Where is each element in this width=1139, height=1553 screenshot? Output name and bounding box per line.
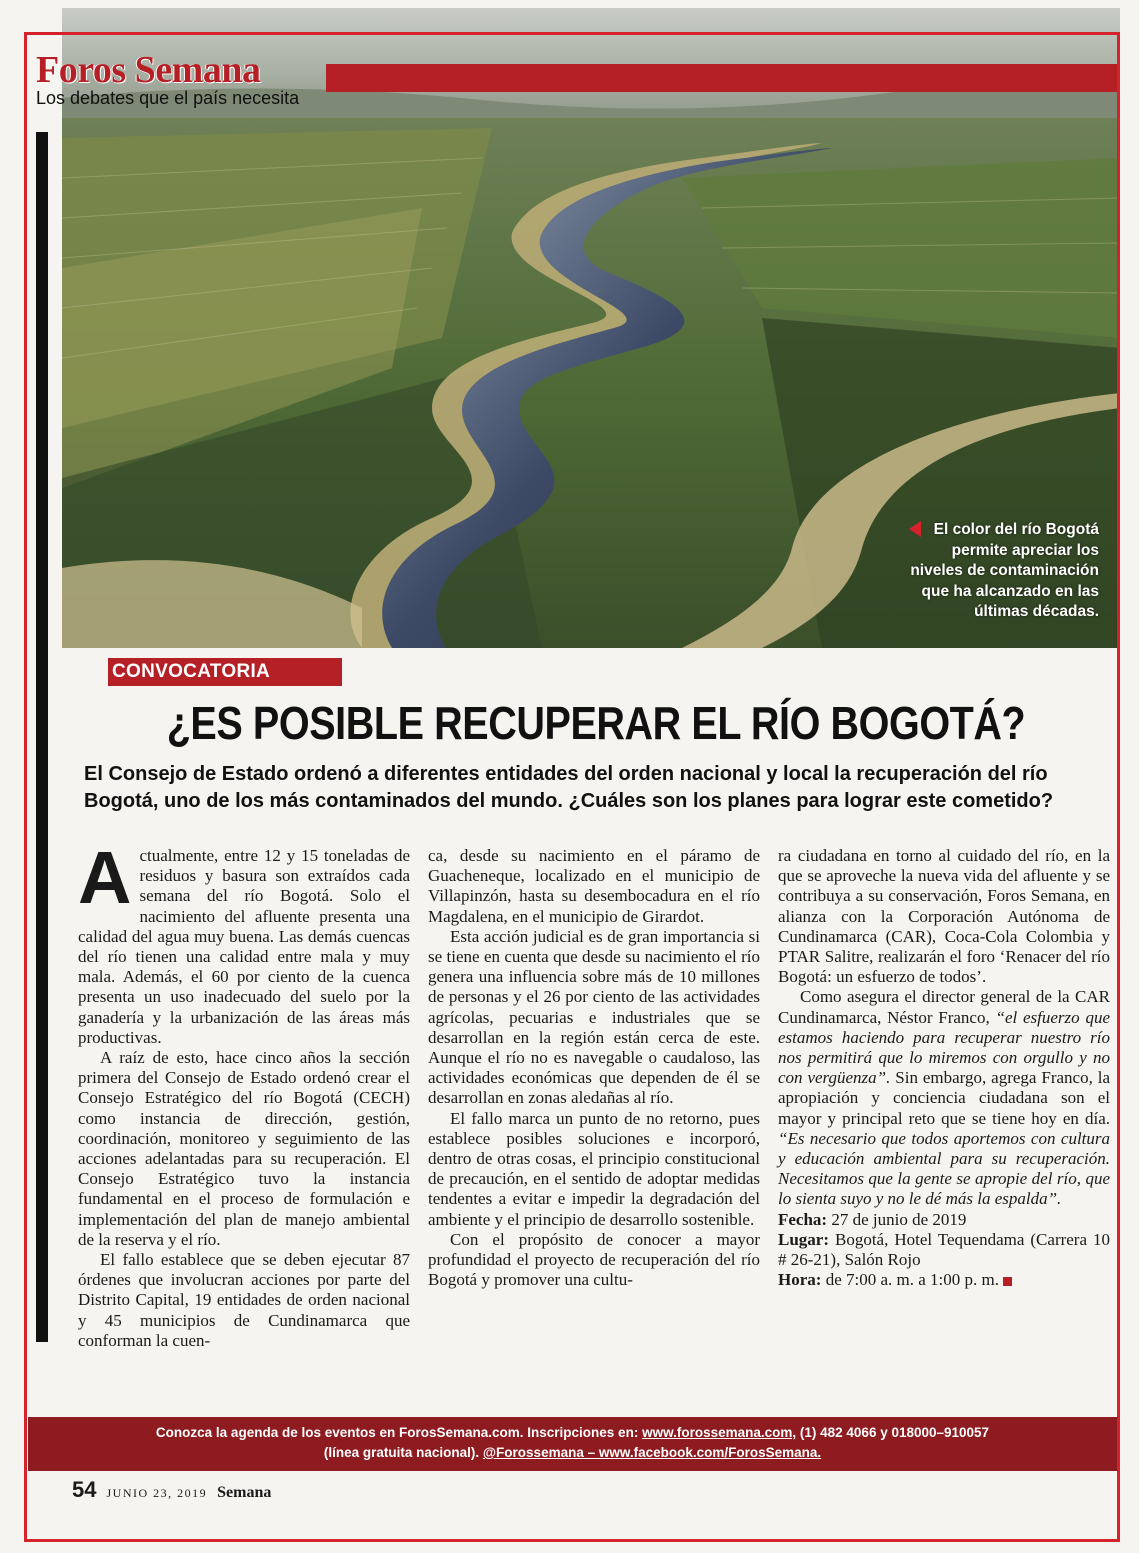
brand-logo: Foros Semana: [36, 49, 261, 91]
event-place-value: Bogotá, Hotel Tequendama (Carrera 10 # 26-21), Salón Rojo: [778, 1229, 1111, 1270]
paragraph: Esta acción judicial es de gran importancia si se tiene en cuenta que desde su nacimiento el río genera una influencia sobre más de 10 millones de personas y el 26 por ciento de las actividades agrícolas, pecuarias e industriales que se desarrollan en la región están cerca de este. Aunque el río no es navegable o caudaloso, las actividades económicas que dependen de él se desarrollan en zonas aledañas al río.: [428, 926, 760, 1108]
paragraph: A raíz de esto, hace cinco años la sección primera del Consejo de Estado ordenó crear el Consejo Estratégico del río Bogotá (CECH) como instancia de dirección, gestión, coordinación, monitoreo y seguimiento de las acciones adelantadas para su recuperación. El Consejo Estratégico tuvo la instancia fundamental en el proceso de formulación e implementación del plan de manejo ambiental de la reserva y el río.: [78, 1048, 410, 1249]
event-date-label: Fecha:: [778, 1209, 828, 1229]
paragraph-text: Como asegura el director general de la CAR Cundinamarca, Néstor Franco,: [778, 987, 1110, 1027]
event-place-label: Lugar:: [778, 1229, 829, 1249]
article-deck: El Consejo de Estado ordenó a diferentes entidades del orden nacional y local la recuperación del río Bogotá, uno de los más contaminados del mundo. ¿Cuáles son los planes para lograr este cometido?: [84, 763, 1054, 812]
website-link[interactable]: www.forossemana.com,: [642, 1425, 797, 1440]
column-2: [428, 846, 760, 1351]
event-date-value: 27 de junio de 2019: [831, 1209, 967, 1229]
dropcap: A: [78, 836, 132, 919]
paragraph: Con el propósito de conocer a mayor profundidad el proyecto de recuperación del río Bogotá y promover una cultu-: [428, 1229, 760, 1290]
footer-phone: (1) 482 4066 y 018000–910057: [799, 1425, 990, 1440]
end-mark-icon: [1003, 1277, 1012, 1286]
magazine-name: Semana: [217, 1484, 272, 1501]
issue-date: JUNIO 23, 2019: [106, 1486, 208, 1500]
photo-caption: El color del río Bogotá permite apreciar los niveles de contaminación que ha alcanzado en las últimas décadas.: [910, 521, 1099, 620]
paragraph-text: Sin embargo, agrega Franco, la apropiación y conciencia ciudadana son el mayor y principal reto que se tiene hoy en día.: [778, 1068, 1110, 1128]
paragraph: [78, 836, 410, 1048]
paragraph: El fallo establece que se deben ejecutar 87 órdenes que involucran acciones por parte del Distrito Capital, 19 entidades de orden nacional y 45 municipios de Cundinamarca que conforman la cuen-: [78, 1250, 410, 1350]
footer-text: (línea gratuita nacional).: [323, 1445, 480, 1460]
paragraph-text: ctualmente, entre 12 y 15 toneladas de residuos y basura son extraídos cada semana del río Bogotá. Solo el nacimiento del afluente presenta una calidad del agua muy buena. Las demás cuencas del río tienen una calidad entre mala y muy mala. Además, el 60 por ciento de la cuenca presenta un uso inadecuado del suelo por la ganadería y la urbanización de las áreas más productivas.: [78, 846, 410, 1047]
event-time: [778, 1270, 1110, 1290]
page-folio: [72, 1477, 271, 1503]
paragraph: [778, 987, 1110, 1209]
article-body: [78, 836, 1114, 1351]
headline: ¿ES POSIBLE RECUPERAR EL RÍO BOGOTÁ?: [166, 697, 1026, 749]
footer-line-2: [28, 1443, 1117, 1463]
brand-tagline: Los debates que el país necesita: [36, 88, 300, 108]
event-time-label: Hora:: [778, 1270, 822, 1290]
left-black-strip: [36, 132, 48, 1342]
paragraph: ca, desde su nacimiento en el páramo de Guacheneque, localizado en el municipio de Villapinzón, hasta su desembocadura en el río Magdalena, en el municipio de Girardot.: [428, 846, 760, 926]
brand-header: [36, 50, 299, 108]
section-kicker: CONVOCATORIA: [108, 658, 342, 686]
page-number: 54: [72, 1477, 97, 1502]
footer-text: Conozca la agenda de los eventos en ForosSemana.com. Inscripciones en:: [155, 1425, 639, 1440]
brand-red-bar: [326, 64, 1120, 92]
footer-line-1: [28, 1423, 1117, 1443]
event-time-value: de 7:00 a. m. a 1:00 p. m.: [825, 1270, 999, 1290]
footer-banner: [28, 1417, 1117, 1471]
event-date: [778, 1210, 1110, 1230]
column-1: [78, 836, 410, 1351]
paragraph: ra ciudadana en torno al cuidado del río, en la que se aproveche la nueva vida del afluente y se contribuya a su conservación, Foros Semana, en alianza con la Corporación Autónoma de Cundinamarca (CAR), Coca-Cola Colombia y PTAR Salitre, realizarán el foro ‘Renacer del río Bogotá: un esfuerzo de todos’.: [778, 846, 1110, 987]
quote: “el esfuerzo que estamos haciendo para recuperar nuestro río nos permitirá que lo miremos con orgullo y no con vergüenza”.: [778, 1007, 1110, 1088]
paragraph: El fallo marca un punto de no retorno, pues establece posibles soluciones e incorporó, dentro de otras cosas, el principio constitucional de precaución, en el sentido de adoptar medidas tendentes a evitar e impedir la degradación del ambiente y el principio de desarrollo sostenible.: [428, 1108, 760, 1229]
social-link[interactable]: @Forossemana – www.facebook.com/ForosSemana.: [482, 1445, 822, 1460]
quote: “Es necesario que todos aportemos con cultura y educación ambiental para su recuperación. Necesitamos que la gente se apropie del río, que lo sienta suyo y no le dé más la espalda”.: [778, 1128, 1110, 1209]
event-place: [778, 1230, 1110, 1270]
column-3: [778, 846, 1110, 1351]
